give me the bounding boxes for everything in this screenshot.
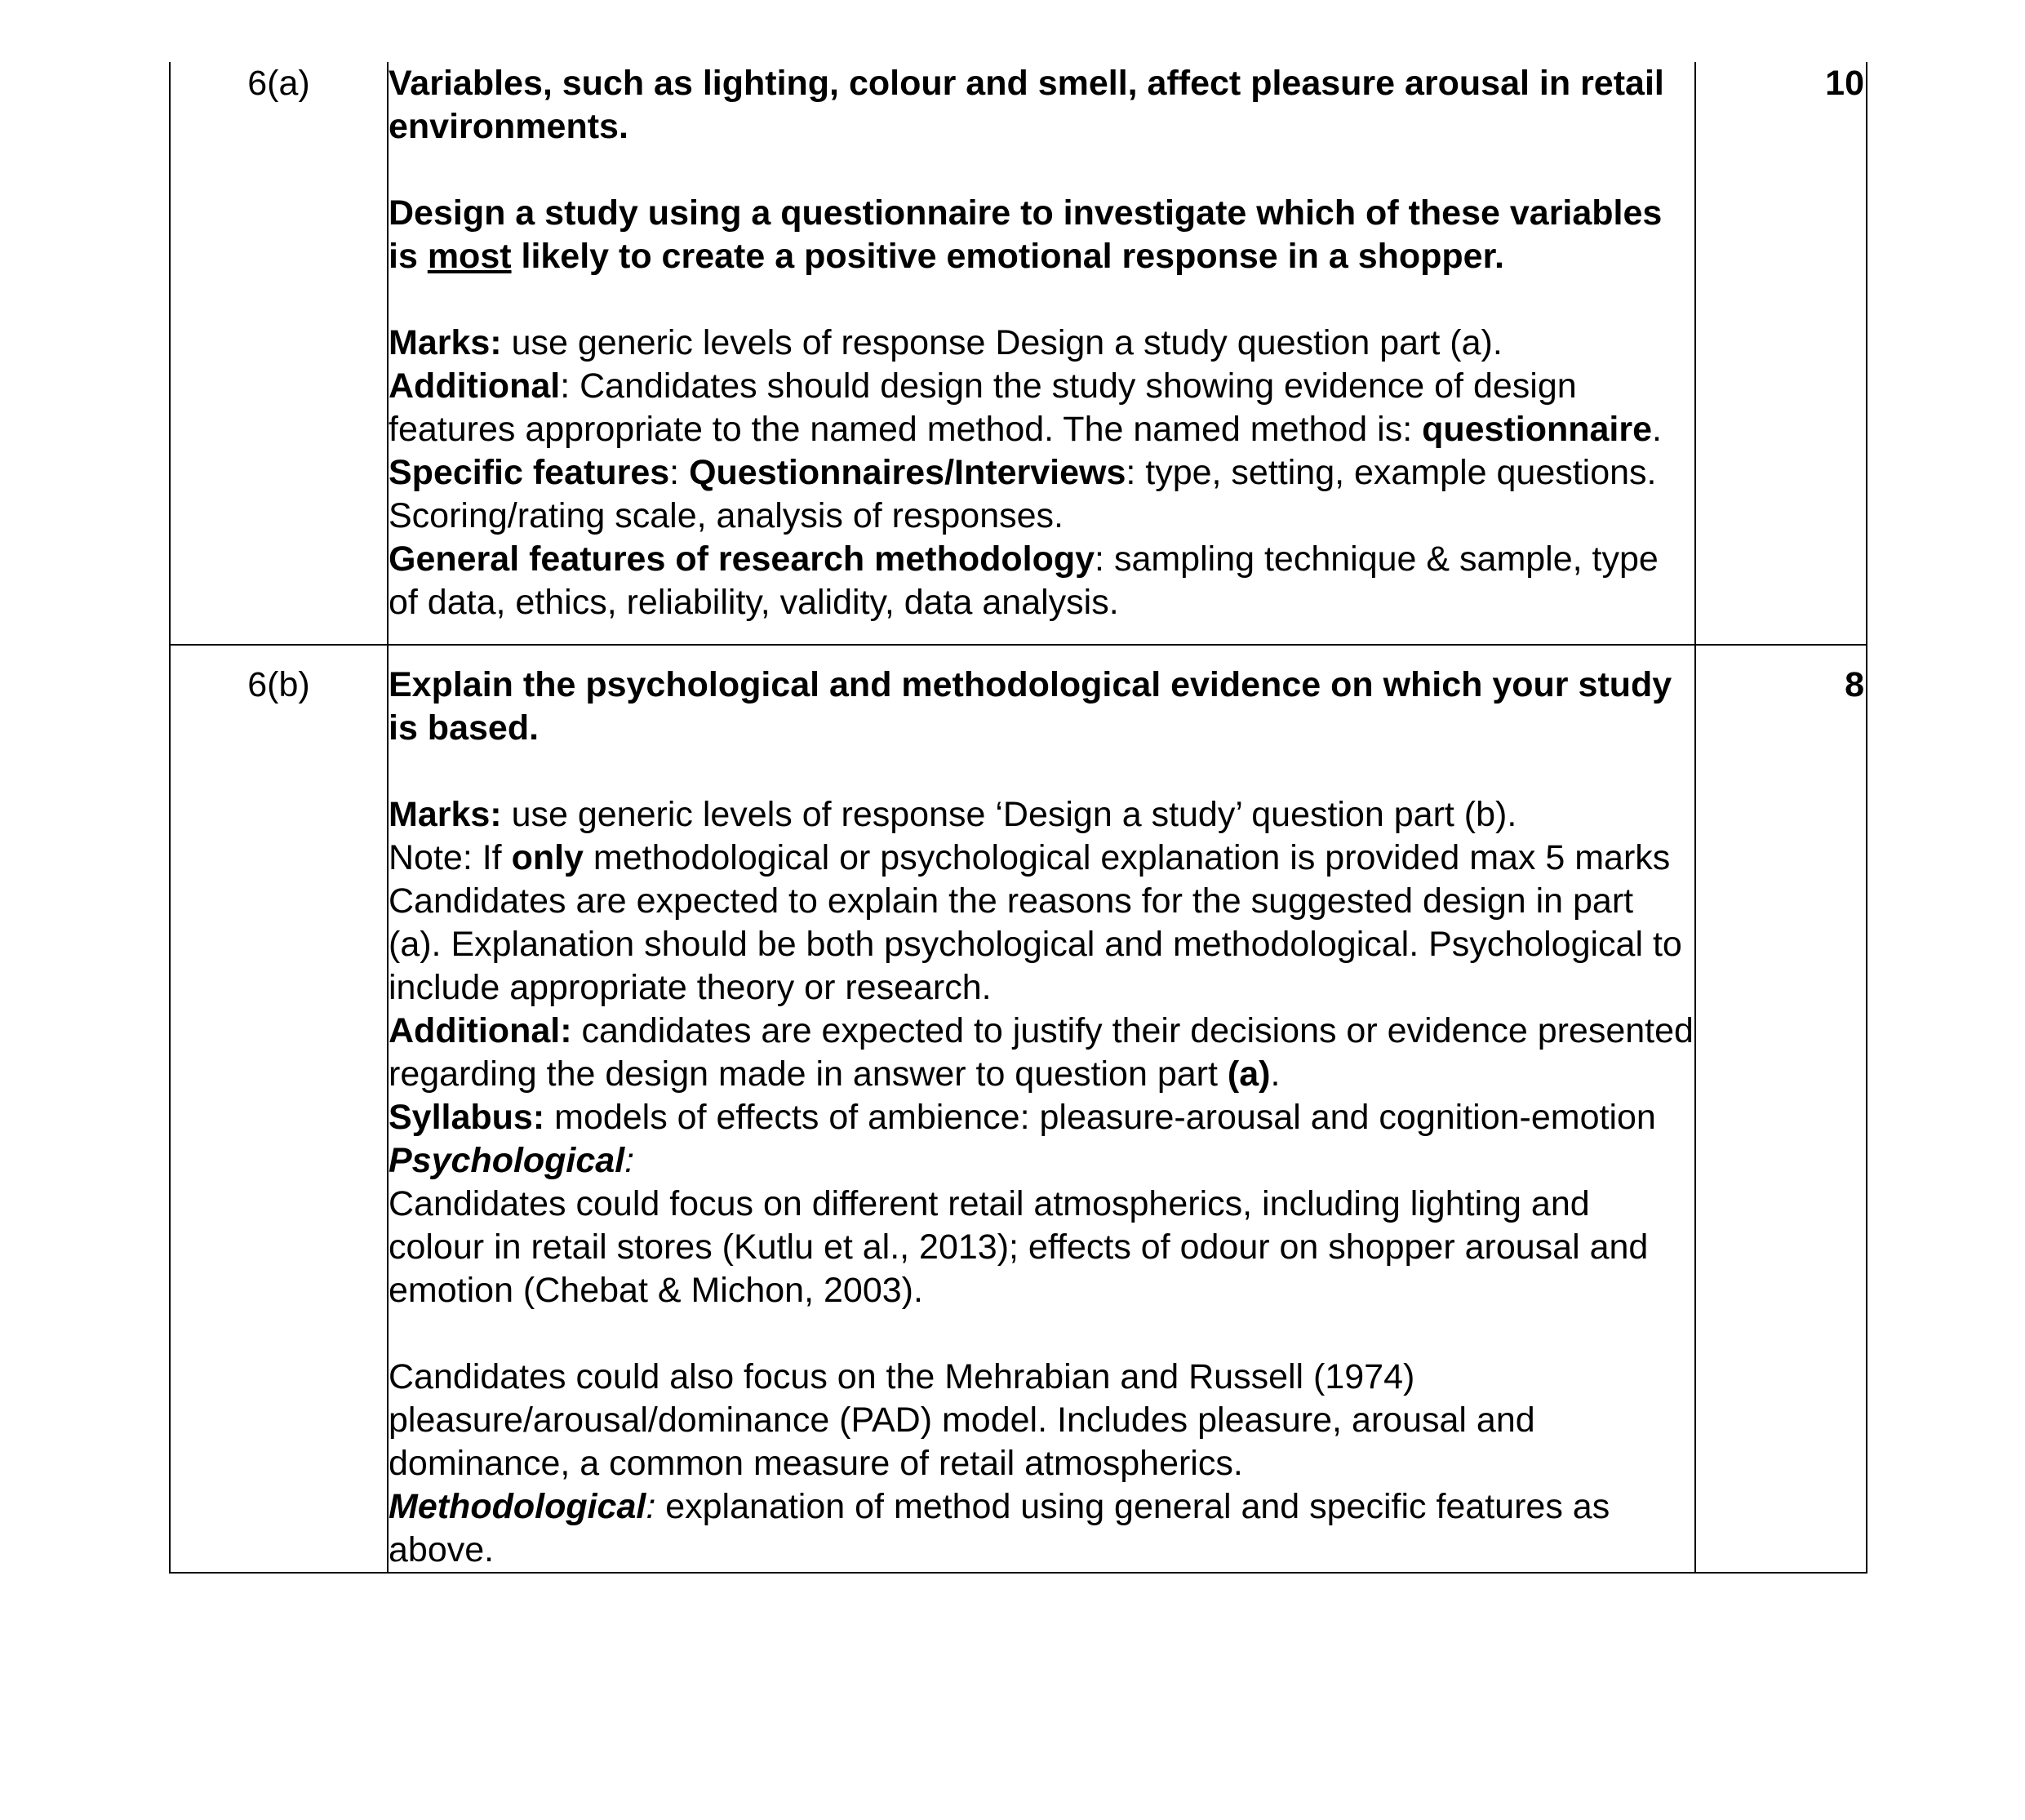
question-stem: Variables, such as lighting, colour and smell, affect pleasure arousal in retail environments. [389,64,1664,146]
additional-label: Additional: [389,1011,572,1050]
question-number: 6(b) [170,645,388,1573]
note-text-end: methodological or psychological explanation is provided max 5 marks [583,838,1671,877]
question-text-end: likely to create a positive emotional response in a shopper. [511,237,1504,276]
additional-text: candidates are expected to justify their decisions or evidence presented regarding the design made in answer to question part [389,1011,1694,1094]
table-row-6a [170,62,1867,645]
specific-sublabel: Questionnaires/Interviews [689,453,1126,492]
marks-guidance [389,793,1694,837]
punctuation: : [646,1487,656,1526]
marks-label: Marks: [389,323,502,362]
psychological-heading [389,1139,1694,1183]
question-task [389,192,1694,278]
marks-value: 8 [1845,665,1864,704]
note-text: Note: If [389,838,512,877]
question-stem: Explain the psychological and methodological evidence on which your study is based. [389,665,1672,748]
marks-text: use generic levels of response ‘Design a study’ question part (b). [501,795,1517,834]
syllabus [389,1096,1694,1139]
specific-text: : type, setting, example questions. Scoring/rating scale, analysis of responses. [389,453,1657,535]
question-text: Design a study using a questionnaire to investigate which of these variables is [389,193,1663,276]
syllabus-text: models of effects of ambience: pleasure-arousal and cognition-emotion [544,1098,1656,1137]
specific-label: Specific features [389,453,670,492]
punctuation: : [624,1141,635,1180]
methodological-label: Methodological [389,1487,646,1526]
marks-guidance [389,322,1694,365]
general-label: General features of research methodology [389,539,1095,579]
guidance-cell [388,645,1695,1573]
psychological-text: Candidates could focus on different retail atmospherics, including lighting and colour in retail stores (Kutlu et al., 2013); effects of odour on shopper arousal and emotion (Chebat & Michon, 2003). [389,1184,1649,1310]
additional-guidance [389,1010,1694,1096]
methodological [389,1485,1694,1572]
note [389,837,1694,880]
marks-value: 10 [1825,64,1864,103]
punctuation: . [1652,410,1662,449]
marks-cell [1695,62,1867,645]
psychological-label: Psychological [389,1141,625,1180]
general-features [389,538,1694,624]
method-name: questionnaire [1422,410,1653,449]
additional-label: Additional [389,366,561,406]
specific-features [389,451,1694,538]
marks-cell [1695,645,1867,1573]
marks-label: Marks: [389,795,502,834]
separator: : [669,453,690,492]
table-row-6b [170,645,1867,1573]
candidates-expectation: Candidates are expected to explain the reasons for the suggested design in part (a). Explanation should be both psychological and methodological. Psychological to include appropriate theory or research. [389,881,1682,1007]
additional-text: : Candidates should design the study showing evidence of design features appropriate to the named method. The named method is: [389,366,1577,449]
general-text: : sampling technique & sample, type of data, ethics, reliability, validity, data analysis. [389,539,1659,622]
mark-scheme-table [169,62,1867,1574]
part-reference: (a) [1227,1054,1271,1094]
methodological-text: explanation of method using general and specific features as above. [389,1487,1610,1569]
pad-model-text: Candidates could also focus on the Mehrabian and Russell (1974) pleasure/arousal/dominance (PAD) model. Includes pleasure, arousal and dominance, a common measure of retail atmospherics. [389,1357,1535,1483]
note-emphasis: only [511,838,584,877]
syllabus-label: Syllabus: [389,1098,545,1137]
marks-text: use generic levels of response Design a study question part (a). [501,323,1503,362]
emphasis-word: most [427,237,512,276]
additional-guidance [389,365,1694,451]
punctuation: . [1270,1054,1281,1094]
guidance-cell [388,62,1695,645]
question-number: 6(a) [170,62,388,645]
